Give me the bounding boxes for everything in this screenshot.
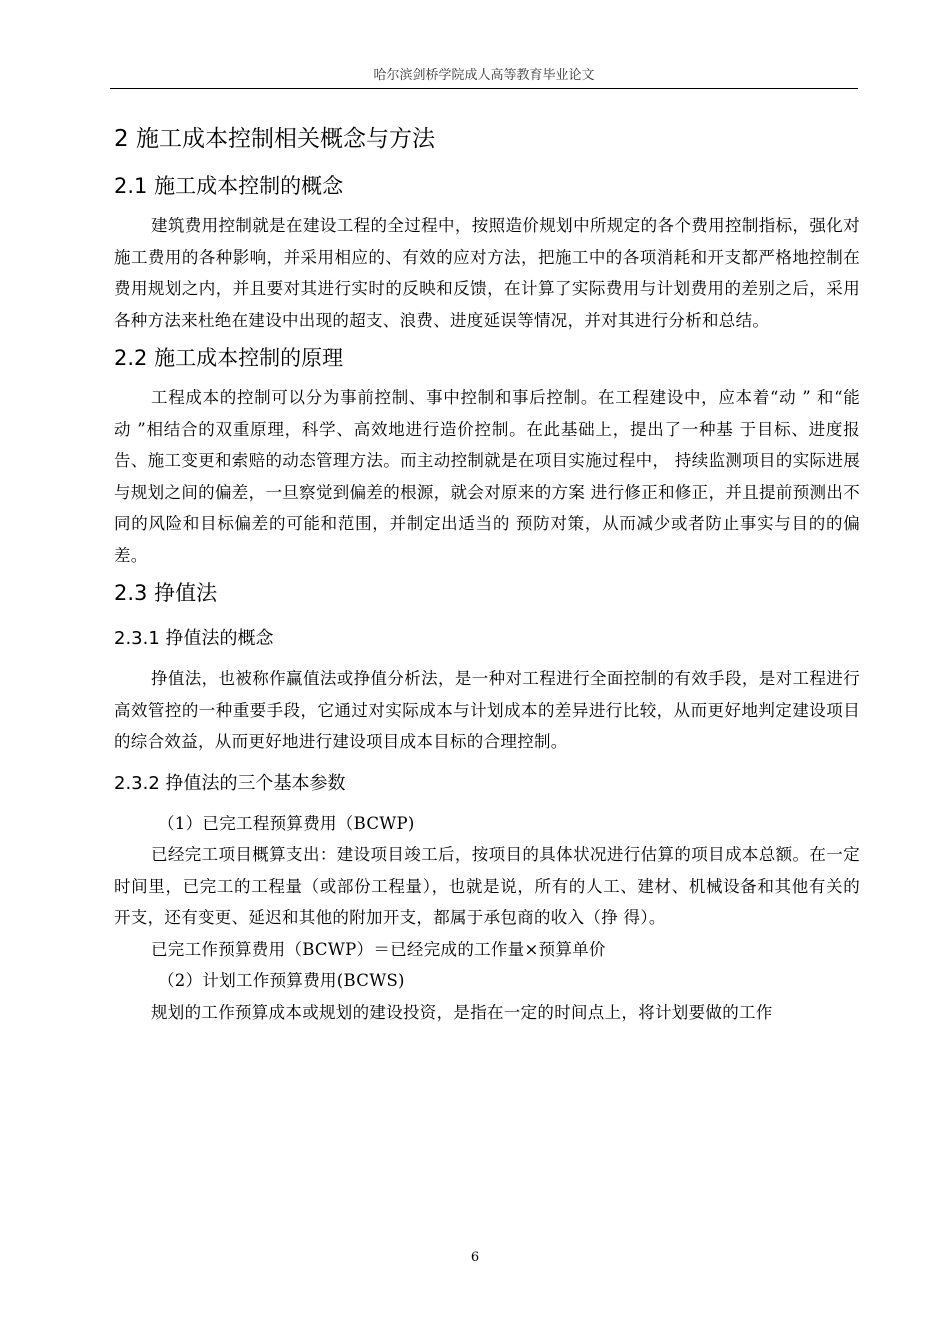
- list-item-2: （2）计划工作预算费用(BCWS): [158, 971, 405, 990]
- header-rule: [110, 88, 858, 89]
- subsection-heading-2-3-1: 2.3.1 挣值法的概念: [114, 628, 274, 649]
- page-content: [114, 118, 860, 1028]
- section-heading-2-2: 2.2 施工成本控制的原理: [114, 346, 344, 370]
- section-heading-2-1: 2.1 施工成本控制的概念: [114, 174, 344, 198]
- paragraph-bcwp: 已经完工项目概算支出：建设项目竣工后，按项目的具体状况进行估算的项目成本总额。在一定时间里，已完工的工程量（或部份工程量），也就是说，所有的人工、建材、机械设备和其他有关的开支，还有变更、延迟和其他的附加开支，都属于承包商的收入（挣 得）。: [114, 845, 860, 927]
- paragraph-2-1: 建筑费用控制就是在建设工程的全过程中，按照造价规划中所规定的各个费用控制指标，强化对施工费用的各种影响，并采用相应的、有效的应对方法，把施工中的各项消耗和开支都严格地控制在费用规划之内，并且要对其进行实时的反映和反馈，在计算了实际费用与计划费用的差别之后，采用各种方法来杜绝在建设中出现的超支、浪费、进度延误等情况，并对其进行分析和总结。: [114, 216, 860, 330]
- paragraph-2-2: 工程成本的控制可以分为事前控制、事中控制和事后控制。在工程建设中，应本着“动 ” 和“能动 ”相结合的双重原理，科学、高效地进行造价控制。在此基础上，提出了一种基 于目标、进度报告、施工变更和索赔的动态管理方法。而主动控制就是在项目实施过程中， 持续监测项目的实际进展与规划之间的偏差，一旦察觉到偏差的根源，就会对原来的方案 进行修正和修正，并且提前预测出不同的风险和目标偏差的可能和范围，并制定出适当的 预防对策，从而减少或者防止事实与目的的偏差。: [114, 388, 860, 565]
- chapter-heading: 2 施工成本控制相关概念与方法: [114, 126, 435, 152]
- section-heading-2-3: 2.3 挣值法: [114, 581, 218, 605]
- formula-bcwp: 已完工作预算费用（BCWP）＝已经完成的工作量×预算单价: [151, 939, 606, 959]
- page-number: 6: [470, 1250, 480, 1265]
- paragraph-bcws: 规划的工作预算成本或规划的建设投资，是指在一定的时间点上，将计划要做的工作: [151, 1002, 773, 1022]
- list-item-1: （1）已完工程预算费用（BCWP): [158, 813, 415, 833]
- running-header: 哈尔滨剑桥学院成人高等教育毕业论文: [373, 68, 595, 83]
- paragraph-2-3-1: 挣值法，也被称作赢值法或挣值分析法，是一种对工程进行全面控制的有效手段，是对工程进行高效管控的一种重要手段，它通过对实际成本与计划成本的差异进行比较，从而更好地判定建设项目的综合效益，从而更好地进行建设项目成本目标的合理控制。: [114, 669, 860, 751]
- subsection-heading-2-3-2: 2.3.2 挣值法的三个基本参数: [114, 772, 346, 794]
